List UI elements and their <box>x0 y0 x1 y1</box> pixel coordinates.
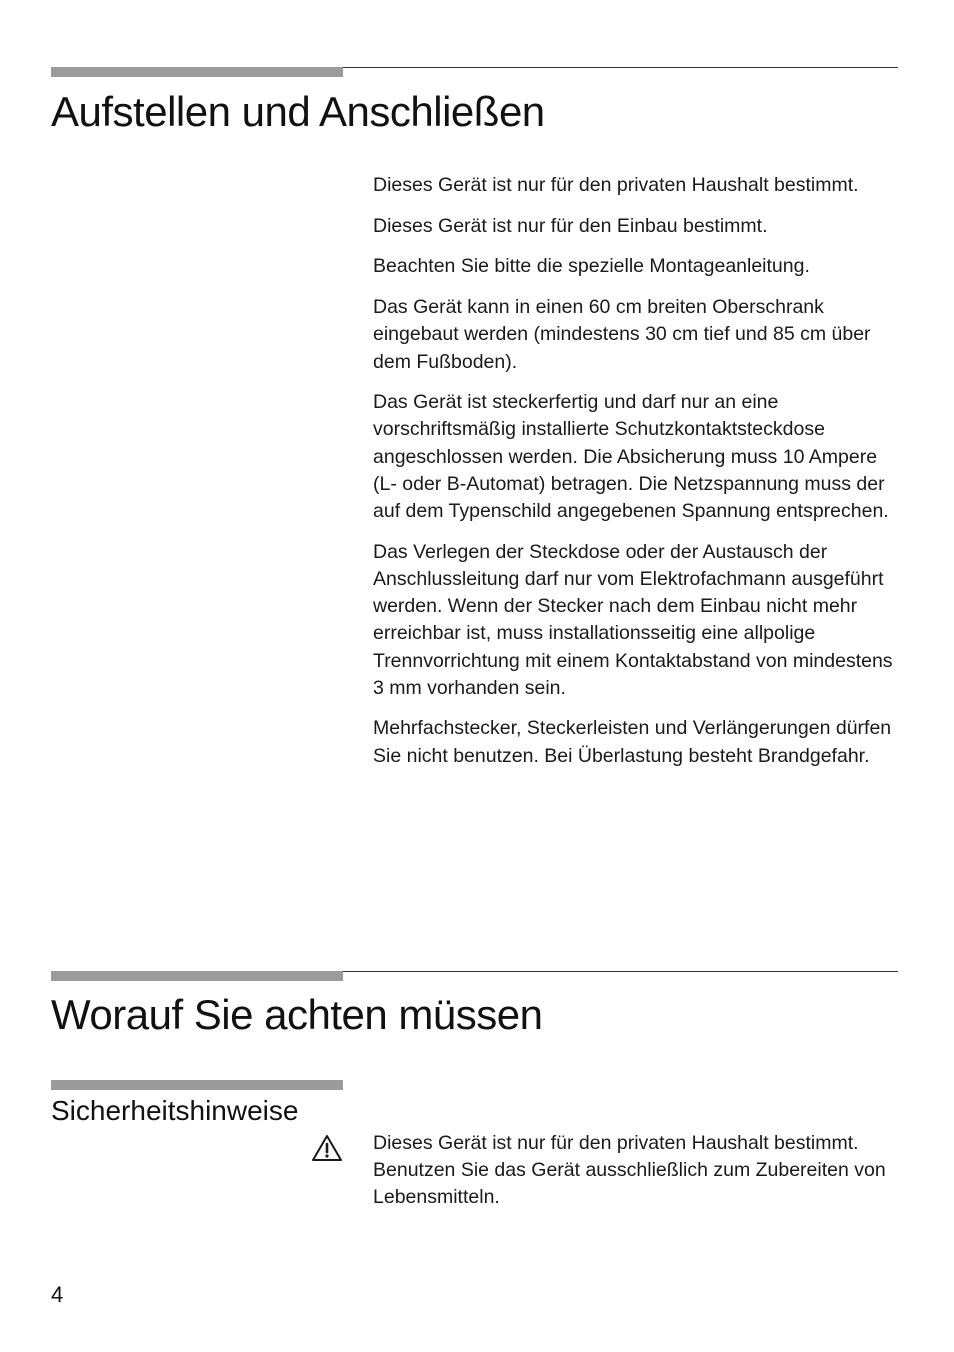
paragraph: Dieses Gerät ist nur für den privaten Haushalt bestimmt. <box>373 174 859 196</box>
paragraph: Dieses Gerät ist nur für den privaten Haushalt bestimmt. <box>373 1132 859 1154</box>
section-title-worauf: Worauf Sie achten müssen <box>51 991 543 1038</box>
paragraph: Das Gerät ist steckerfertig und darf nur an eine vorschriftsmäßig installierte Schutzkontaktsteckdose angeschlossen werden. Die Absicherung muss 10 Ampere (L- oder B-Automat) betragen. Die Netzspannung muss der auf dem Typenschild angegebenen Spannung entsprechen. <box>373 391 889 523</box>
subsection-rule-thick <box>51 1080 343 1090</box>
section-rule-thin <box>343 67 898 68</box>
section-title-aufstellen: Aufstellen und Anschließen <box>51 88 545 135</box>
paragraph: Das Verlegen der Steckdose oder der Austausch der Anschlussleitung darf nur vom Elektrofachmann ausgeführt werden. Wenn der Stecker nach dem Einbau nicht mehr erreichbar ist, muss installationsseitig eine allpolige Trennvorrichtung mit einem Kontaktabstand von mindestens 3 mm vorhanden sein. <box>373 540 893 699</box>
paragraph: Mehrfachstecker, Steckerleisten und Verlängerungen dürfen Sie nicht benutzen. Bei Überlastung besteht Brandgefahr. <box>373 717 892 767</box>
subsection-body <box>373 1130 903 1212</box>
page-number: 4 <box>51 1282 64 1307</box>
section-rule-thin <box>343 971 898 972</box>
section1-body <box>373 172 903 783</box>
paragraph: Dieses Gerät ist nur für den Einbau bestimmt. <box>373 214 768 237</box>
paragraph: Beachten Sie bitte die spezielle Montageanleitung. <box>373 255 810 278</box>
paragraph: Das Gerät kann in einen 60 cm breiten Oberschrank eingebaut werden (mindestens 30 cm tief und 85 cm über dem Fußboden). <box>373 296 871 373</box>
warning-triangle-icon <box>311 1134 343 1162</box>
section-rule-thick <box>51 971 343 981</box>
subsection-title-sicherheitshinweise: Sicherheitshinweise <box>51 1095 299 1126</box>
paragraph: Benutzen Sie das Gerät ausschließlich zum Zubereiten von Lebensmitteln. <box>373 1159 886 1209</box>
section-rule-thick <box>51 67 343 77</box>
